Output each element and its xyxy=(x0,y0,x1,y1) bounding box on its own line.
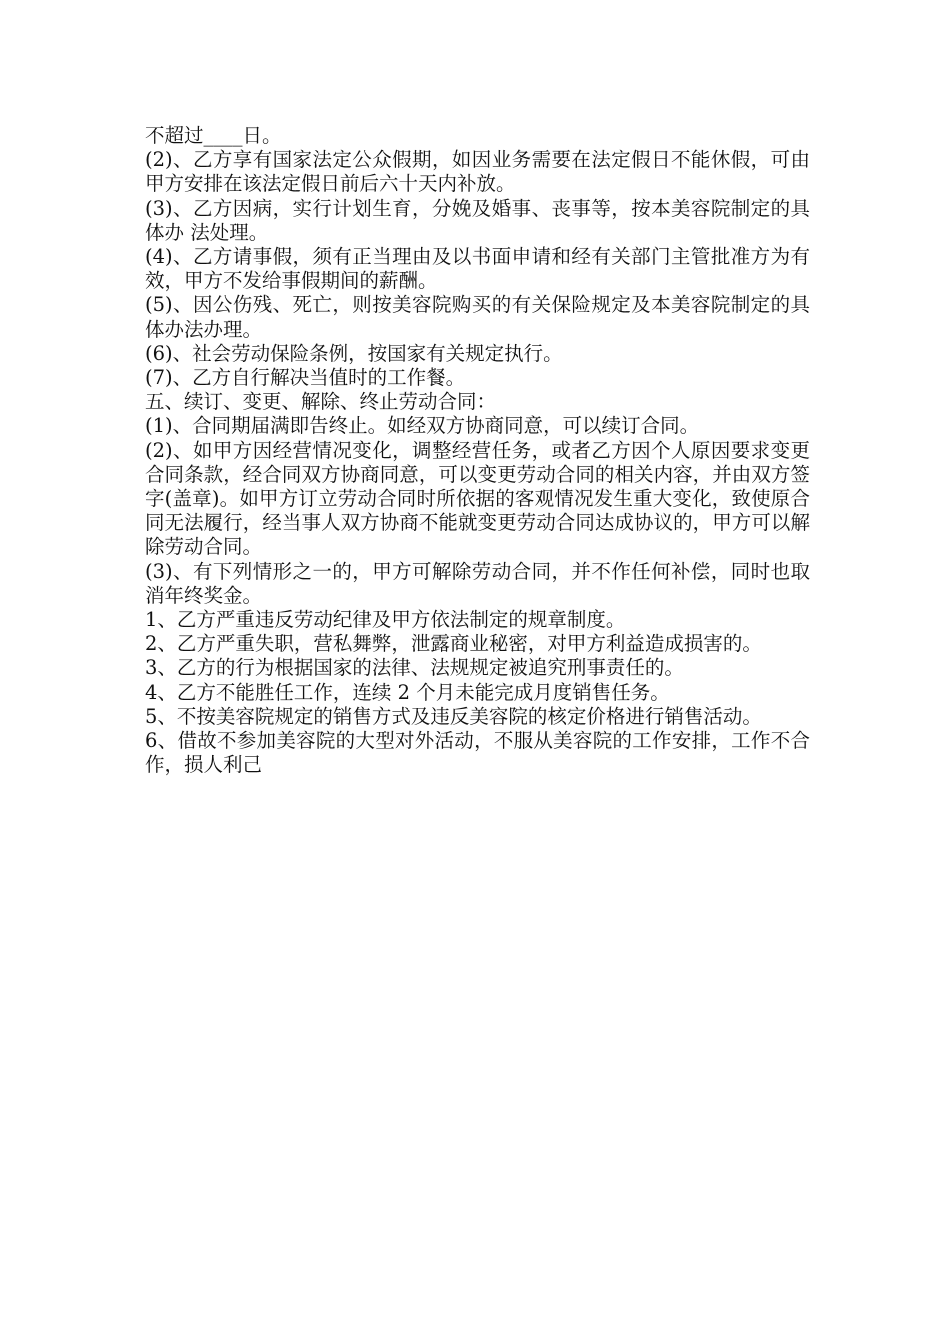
paragraph-contract-modification: (2)、如甲方因经营情况变化，调整经营任务，或者乙方因个人原因要求变更合同条款，经合同双方协商同意，可以变更劳动合同的相关内容，并由双方签字(盖章)。如甲方订立劳动合同时所依据的客观情况发生重大变化，致使原合同无法履行，经当事人双方协商不能就变更劳动合同达成协议的，甲方可以解除劳动合同。 xyxy=(145,438,810,559)
section-heading-contract-changes: 五、续订、变更、解除、终止劳动合同： xyxy=(145,390,497,414)
paragraph-holiday-limit: 不超过____日。 xyxy=(145,124,282,147)
list-item-3: 3、乙方的行为根据国家的法律、法规规定被追究刑事责任的。 xyxy=(145,656,684,680)
paragraph-sick-leave: (3)、乙方因病，实行计划生育，分娩及婚事、丧事等，按本美容院制定的具体办 法处理。 xyxy=(145,196,810,244)
paragraph-meals: (7)、乙方自行解决当值时的工作餐。 xyxy=(145,366,466,390)
list-item-4: 4、乙方不能胜任工作，连续 2 个月未能完成月度销售任务。 xyxy=(145,680,670,704)
paragraph-work-injury: (5)、因公伤残、死亡，则按美容院购买的有关保险规定及本美容院制定的具体办法办理。 xyxy=(145,293,810,341)
list-item-1: 1、乙方严重违反劳动纪律及甲方依法制定的规章制度。 xyxy=(145,608,626,632)
document-body xyxy=(145,124,810,777)
paragraph-personal-leave: (4)、乙方请事假，须有正当理由及以书面申请和经有关部门主管批准方为有效，甲方不发给事假期间的薪酬。 xyxy=(145,245,810,293)
paragraph-public-holidays: (2)、乙方享有国家法定公众假期，如因业务需要在法定假日不能休假，可由甲方安排在该法定假日前后六十天内补放。 xyxy=(145,148,810,196)
list-item-2: 2、乙方严重失职，营私舞弊，泄露商业秘密，对甲方利益造成损害的。 xyxy=(145,632,762,656)
paragraph-contract-expiry: (1)、合同期届满即告终止。如经双方协商同意，可以续订合同。 xyxy=(145,414,700,438)
list-item-6: 6、借故不参加美容院的大型对外活动，不服从美容院的工作安排，工作不合作，损人利己 xyxy=(145,729,810,777)
list-item-5: 5、不按美容院规定的销售方式及违反美容院的核定价格进行销售活动。 xyxy=(145,704,762,728)
paragraph-social-insurance: (6)、社会劳动保险条例，按国家有关规定执行。 xyxy=(145,341,563,365)
paragraph-termination-conditions: (3)、有下列情形之一的，甲方可解除劳动合同，并不作任何补偿，同时也取消年终奖金。 xyxy=(145,559,810,607)
